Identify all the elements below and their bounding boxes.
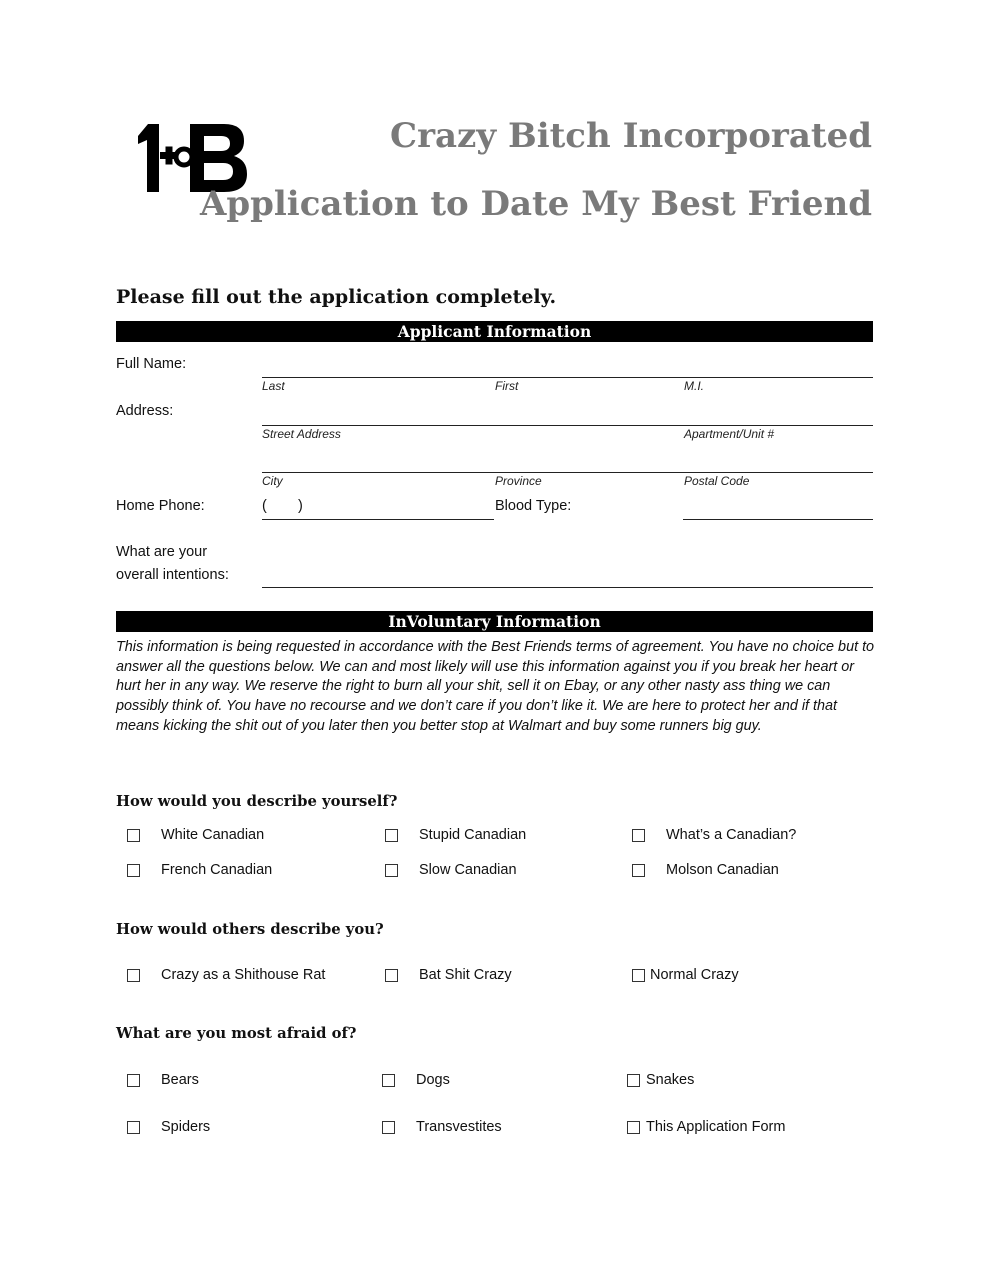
option-dogs: Dogs (416, 1072, 450, 1088)
last-name-sublabel: Last (262, 379, 285, 393)
option-white-canadian: White Canadian (161, 827, 265, 843)
option-spiders: Spiders (161, 1119, 211, 1135)
form-title: Application to Date My Best Friend (199, 184, 872, 224)
checkbox-stupid-canadian[interactable] (385, 829, 398, 842)
phone-close-paren: ) (298, 498, 303, 514)
applicant-section-heading: Applicant Information (116, 321, 873, 342)
checkbox-application-form[interactable] (627, 1121, 640, 1134)
option-transvestites: Transvestites (416, 1119, 502, 1135)
option-shithouse-rat: Crazy as a Shithouse Rat (161, 967, 326, 983)
involuntary-paragraph: This information is being requested in accordance with the Best Friends terms of agreement. You have no choice but to answer all the questions below. We can and most likely will use this information against you if you break her heart or hurt her in any way. We reserve the right to burn all your shit, sell it on Ebay, or any other nasty ass thing we can possibly think of. You have no recourse and we don’t care if you don’t like it. We are here to protect her and if that means kicking the shit out of you later then you better stop at Walmart and buy some runners big guy. (116, 639, 875, 734)
province-sublabel: Province (495, 474, 542, 488)
question-others-describe: How would others describe you? (116, 921, 384, 938)
option-whats-a-canadian: What’s a Canadian? (666, 827, 797, 843)
checkbox-bears[interactable] (127, 1074, 140, 1087)
option-normal-crazy: Normal Crazy (650, 967, 739, 983)
checkbox-spiders[interactable] (127, 1121, 140, 1134)
city-sublabel: City (262, 474, 283, 488)
option-application-form: This Application Form (646, 1119, 786, 1135)
intro-instruction: Please fill out the application completely. (116, 286, 557, 308)
question-most-afraid: What are you most afraid of? (116, 1025, 357, 1042)
option-snakes: Snakes (646, 1072, 695, 1088)
address-label: Address: (116, 403, 174, 419)
checkbox-white-canadian[interactable] (127, 829, 140, 842)
involuntary-section-heading: InVoluntary Information (116, 611, 873, 632)
checkbox-french-canadian[interactable] (127, 864, 140, 877)
postal-code-sublabel: Postal Code (684, 474, 750, 488)
checkbox-snakes[interactable] (627, 1074, 640, 1087)
phone-open-paren: ( (262, 498, 267, 514)
full-name-field[interactable] (262, 377, 873, 378)
option-french-canadian: French Canadian (161, 862, 273, 878)
middle-initial-sublabel: M.I. (684, 379, 704, 393)
checkbox-normal-crazy[interactable] (632, 969, 645, 982)
checkbox-transvestites[interactable] (382, 1121, 395, 1134)
company-name: Crazy Bitch Incorporated (390, 116, 872, 156)
apartment-sublabel: Apartment/Unit # (684, 427, 775, 441)
street-address-field[interactable] (262, 425, 873, 426)
checkbox-shithouse-rat[interactable] (127, 969, 140, 982)
checkbox-whats-a-canadian[interactable] (632, 829, 645, 842)
option-slow-canadian: Slow Canadian (419, 862, 517, 878)
blood-type-field[interactable] (683, 519, 873, 520)
checkbox-bat-shit-crazy[interactable] (385, 969, 398, 982)
checkbox-molson-canadian[interactable] (632, 864, 645, 877)
home-phone-label: Home Phone: (116, 498, 205, 514)
option-bat-shit-crazy: Bat Shit Crazy (419, 967, 512, 983)
option-bears: Bears (161, 1072, 199, 1088)
blood-type-label: Blood Type: (495, 498, 572, 514)
full-name-label: Full Name: (116, 356, 187, 372)
checkbox-slow-canadian[interactable] (385, 864, 398, 877)
option-stupid-canadian: Stupid Canadian (419, 827, 527, 843)
option-molson-canadian: Molson Canadian (666, 862, 779, 878)
first-name-sublabel: First (495, 379, 519, 393)
city-field[interactable] (262, 472, 873, 473)
intentions-label-line2: overall intentions: (116, 567, 229, 583)
checkbox-dogs[interactable] (382, 1074, 395, 1087)
home-phone-field[interactable] (262, 519, 494, 520)
street-address-sublabel: Street Address (262, 427, 341, 441)
intentions-label-line1: What are your (116, 544, 208, 560)
intentions-field[interactable] (262, 587, 873, 588)
question-describe-yourself: How would you describe yourself? (116, 793, 398, 810)
